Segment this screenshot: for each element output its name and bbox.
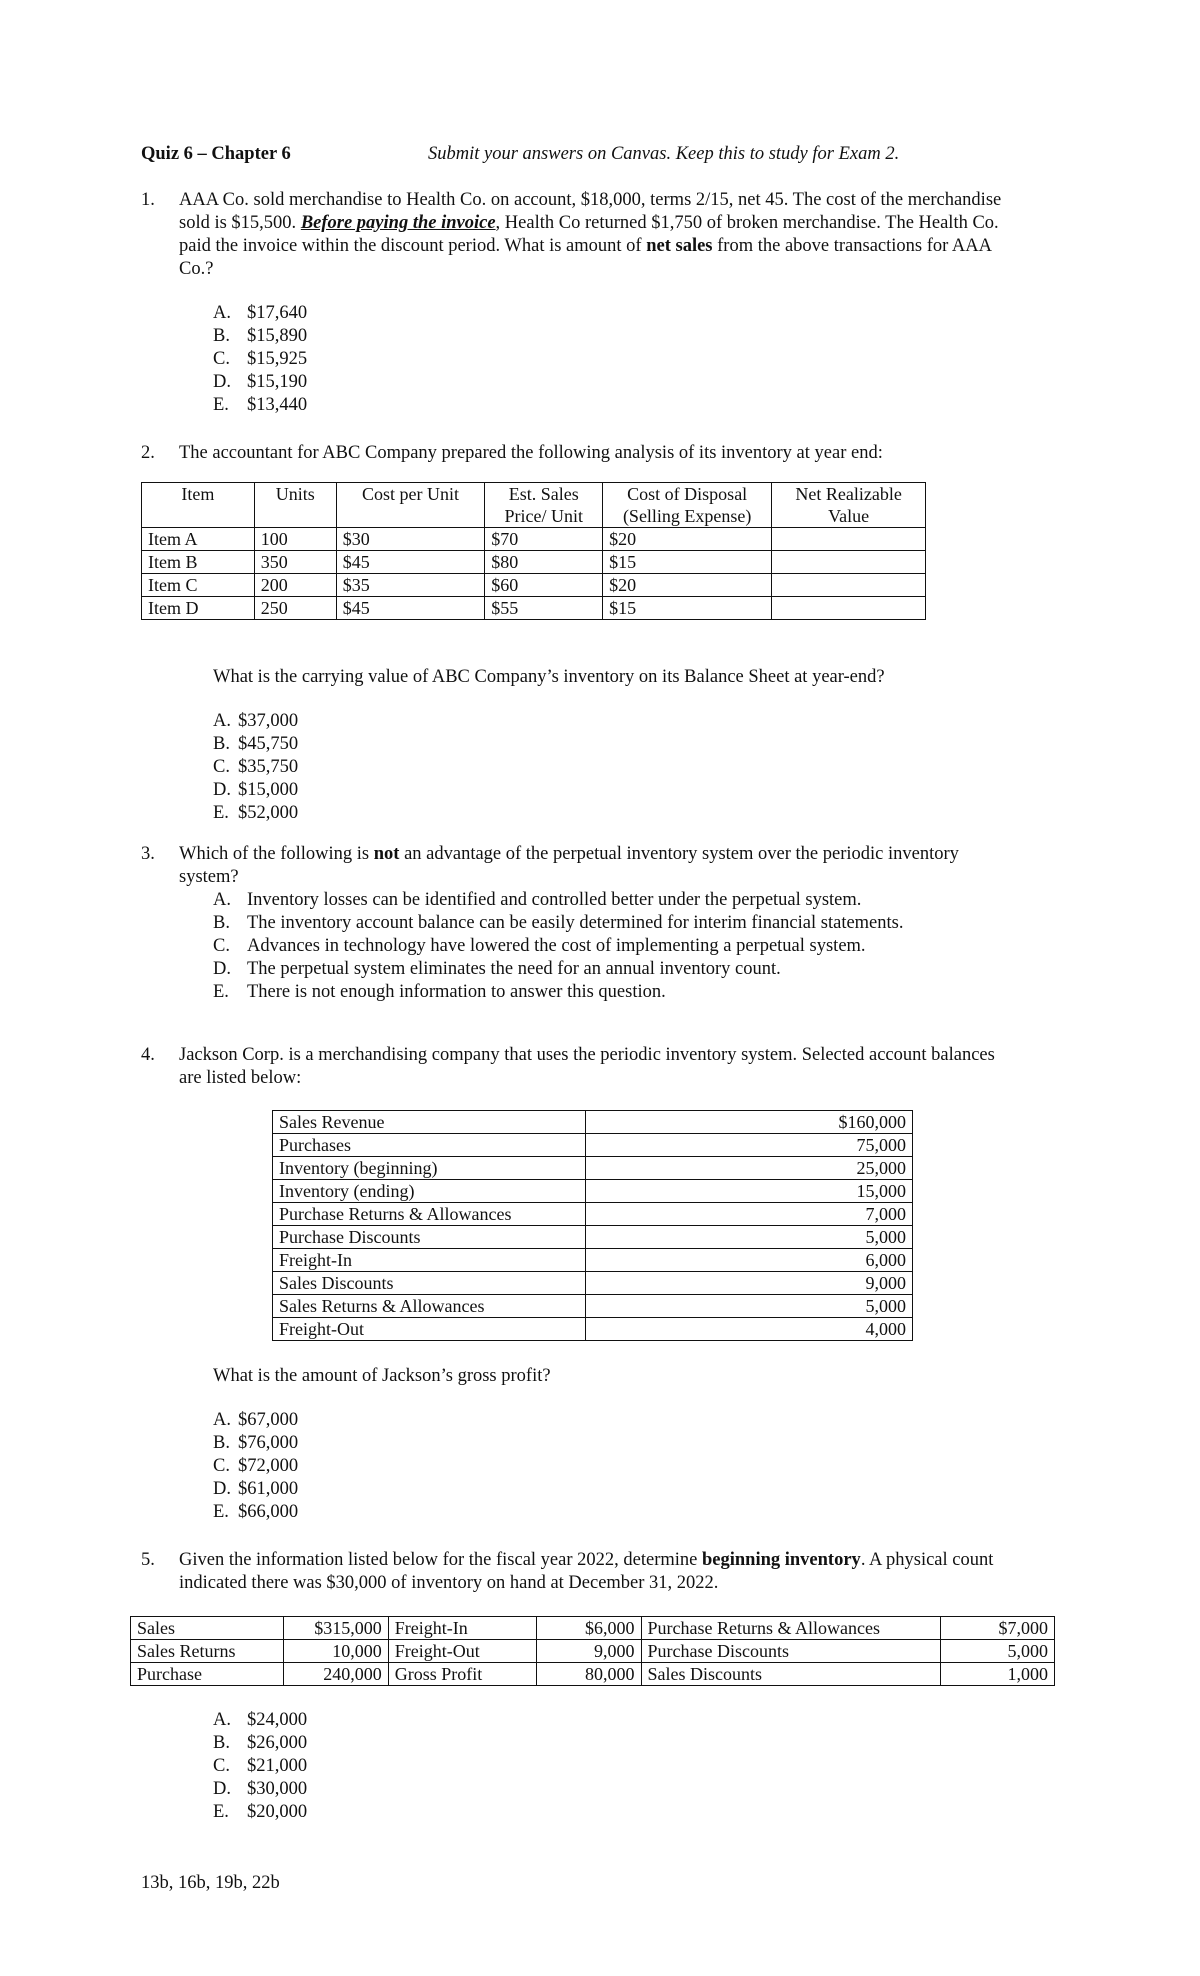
cell-price: $60: [485, 574, 603, 597]
q5-option-e[interactable]: [213, 1801, 307, 1824]
q5-option-b[interactable]: [213, 1732, 307, 1755]
option-text: Advances in technology have lowered the cost of implementing a perpetual system.: [247, 936, 866, 956]
cell-amount: $7,000: [941, 1617, 1055, 1640]
cell-nrv: [772, 574, 926, 597]
q5-option-d[interactable]: [213, 1778, 307, 1801]
q1-line-3-start: paid the invoice within the discount period. What is amount of: [179, 236, 647, 256]
q1-option-b[interactable]: [213, 325, 307, 348]
cell-amount: $6,000: [536, 1617, 641, 1640]
cell-price: $55: [485, 597, 603, 620]
table-row: [273, 1157, 913, 1180]
cell-account: Purchase Returns & Allowances: [273, 1203, 586, 1226]
option-text: There is not enough information to answer this question.: [247, 982, 666, 1002]
cell-units: 100: [254, 528, 336, 551]
q2-option-d[interactable]: [213, 779, 298, 802]
cell-amount: 4,000: [585, 1318, 912, 1341]
cell-amount: $160,000: [585, 1111, 912, 1134]
cell-label: Purchase Discounts: [641, 1640, 941, 1663]
cell-units: 200: [254, 574, 336, 597]
option-text: $76,000: [238, 1433, 299, 1453]
option-text: $45,750: [238, 734, 299, 754]
cell-item: Item D: [142, 597, 255, 620]
table-row: [273, 1180, 913, 1203]
col-header-cost-per-unit: Cost per Unit: [336, 483, 485, 528]
q3-line-2: system?: [179, 867, 239, 887]
cell-amount: 75,000: [585, 1134, 912, 1157]
cell-nrv: [772, 551, 926, 574]
q1-line-2: [179, 212, 1069, 235]
q5-option-c[interactable]: [213, 1755, 307, 1778]
cell-amount: 15,000: [585, 1180, 912, 1203]
option-text: $26,000: [247, 1733, 308, 1753]
option-letter: C.: [213, 936, 230, 956]
q3-option-d[interactable]: [213, 958, 781, 981]
option-letter: D.: [213, 780, 231, 800]
option-text: $15,890: [247, 326, 308, 346]
q1-line-4: Co.?: [179, 259, 214, 279]
option-text: $37,000: [238, 711, 299, 731]
cell-label: Sales Returns: [131, 1640, 284, 1663]
cell-label: Sales Discounts: [641, 1663, 941, 1686]
option-letter: B.: [213, 1433, 230, 1453]
cell-disposal: $15: [603, 597, 772, 620]
option-text: $30,000: [247, 1779, 308, 1799]
table-row: [273, 1318, 913, 1341]
option-text: $66,000: [238, 1502, 299, 1522]
table-row: [273, 1272, 913, 1295]
q2-option-b[interactable]: [213, 733, 298, 756]
q5-line-1: [179, 1549, 1069, 1572]
cell-nrv: [772, 528, 926, 551]
cell-disposal: $20: [603, 574, 772, 597]
q1-line-3-end: from the above transactions for AAA: [712, 236, 992, 256]
option-letter: D.: [213, 372, 231, 392]
question-3-text: [179, 843, 1069, 889]
option-text: $35,750: [238, 757, 299, 777]
cell-account: Purchase Discounts: [273, 1226, 586, 1249]
table-row: [142, 528, 926, 551]
cell-amount: 1,000: [941, 1663, 1055, 1686]
col-header-net-realizable-value: Net Realizable Value: [772, 483, 926, 528]
col-header-est-sales-price: Est. Sales Price/ Unit: [485, 483, 603, 528]
option-letter: E.: [213, 803, 229, 823]
col-header-item: Item: [142, 483, 255, 528]
cell-amount: 240,000: [283, 1663, 388, 1686]
table-row: [142, 597, 926, 620]
option-letter: D.: [213, 1779, 231, 1799]
option-text: $20,000: [247, 1802, 308, 1822]
option-letter: E.: [213, 395, 229, 415]
option-letter: A.: [213, 711, 231, 731]
q3-option-b[interactable]: [213, 912, 903, 935]
cell-amount: 5,000: [585, 1295, 912, 1318]
cell-amount: 9,000: [585, 1272, 912, 1295]
table-row: [273, 1111, 913, 1134]
cell-cost: $30: [336, 528, 485, 551]
cell-units: 350: [254, 551, 336, 574]
cell-cost: $35: [336, 574, 485, 597]
cell-cost: $45: [336, 551, 485, 574]
q4-option-a[interactable]: [213, 1409, 298, 1432]
cell-amount: 6,000: [585, 1249, 912, 1272]
quiz-instructions: Submit your answers on Canvas. Keep this to study for Exam 2.: [428, 144, 900, 164]
question-2-prompt: What is the carrying value of ABC Company’s inventory on its Balance Sheet at year-end?: [213, 667, 885, 687]
cell-amount: 5,000: [585, 1226, 912, 1249]
option-letter: E.: [213, 1802, 229, 1822]
cell-item: Item A: [142, 528, 255, 551]
q4-option-c[interactable]: [213, 1455, 298, 1478]
q1-emphasis-net-sales: net sales: [646, 236, 713, 256]
table-row: [273, 1295, 913, 1318]
q3-option-c[interactable]: [213, 935, 866, 958]
option-text: $15,190: [247, 372, 308, 392]
cell-account: Sales Discounts: [273, 1272, 586, 1295]
cell-label: Purchase Returns & Allowances: [641, 1617, 941, 1640]
option-text: Inventory losses can be identified and controlled better under the perpetual system.: [247, 890, 862, 910]
cell-price: $80: [485, 551, 603, 574]
option-letter: B.: [213, 326, 230, 346]
account-balances-table: [272, 1110, 913, 1341]
option-text: $21,000: [247, 1756, 308, 1776]
question-4-number: 4.: [141, 1045, 155, 1065]
cell-item: Item B: [142, 551, 255, 574]
cell-amount: 7,000: [585, 1203, 912, 1226]
q5-option-a[interactable]: [213, 1709, 307, 1732]
question-2-intro: The accountant for ABC Company prepared the following analysis of its inventory at year end:: [179, 443, 883, 463]
q1-emphasis-before-paying: Before paying the invoice: [300, 213, 496, 233]
col-header-cost-of-disposal: Cost of Disposal (Selling Expense): [603, 483, 772, 528]
table-row: [142, 574, 926, 597]
q3-line-1-end: an advantage of the perpetual inventory system over the periodic inventory: [399, 844, 959, 864]
q1-line-2-start: sold is $15,500.: [179, 213, 301, 233]
q2-option-a[interactable]: [213, 710, 298, 733]
option-text: $13,440: [247, 395, 308, 415]
option-letter: B.: [213, 1733, 230, 1753]
q5-line-2: indicated there was $30,000 of inventory on hand at December 31, 2022.: [179, 1573, 719, 1593]
q4-option-d[interactable]: [213, 1478, 298, 1501]
cell-cost: $45: [336, 597, 485, 620]
cell-label: Freight-Out: [388, 1640, 536, 1663]
option-text: $17,640: [247, 303, 308, 323]
question-1-text: [179, 189, 1069, 281]
option-letter: C.: [213, 1456, 230, 1476]
option-text: $72,000: [238, 1456, 299, 1476]
option-letter: C.: [213, 349, 230, 369]
q2-option-c[interactable]: [213, 756, 298, 779]
cell-nrv: [772, 597, 926, 620]
cell-account: Freight-In: [273, 1249, 586, 1272]
option-text: The inventory account balance can be easily determined for interim financial statements.: [247, 913, 904, 933]
option-letter: A.: [213, 890, 231, 910]
cell-units: 250: [254, 597, 336, 620]
q4-line-1: Jackson Corp. is a merchandising company that uses the periodic inventory system. Selected account balances: [179, 1045, 995, 1065]
cell-label: Freight-In: [388, 1617, 536, 1640]
fiscal-info-table: [130, 1616, 1055, 1686]
option-text: $67,000: [238, 1410, 299, 1430]
table-row: [273, 1134, 913, 1157]
question-3-number: 3.: [141, 844, 155, 864]
cell-amount: 80,000: [536, 1663, 641, 1686]
option-text: $15,000: [238, 780, 299, 800]
q1-option-d[interactable]: [213, 371, 307, 394]
option-letter: E.: [213, 982, 229, 1002]
cell-disposal: $20: [603, 528, 772, 551]
cell-amount: $315,000: [283, 1617, 388, 1640]
option-text: $24,000: [247, 1710, 308, 1730]
cell-account: Sales Returns & Allowances: [273, 1295, 586, 1318]
option-letter: E.: [213, 1502, 229, 1522]
cell-account: Inventory (ending): [273, 1180, 586, 1203]
cell-amount: 9,000: [536, 1640, 641, 1663]
option-text: $15,925: [247, 349, 308, 369]
q1-line-1: AAA Co. sold merchandise to Health Co. on account, $18,000, terms 2/15, net 45. The cost of the merchandise: [179, 190, 1002, 210]
cell-account: Freight-Out: [273, 1318, 586, 1341]
table-row: [131, 1663, 1055, 1686]
q5-line-1-start: Given the information listed below for the fiscal year 2022, determine: [179, 1550, 702, 1570]
option-text: The perpetual system eliminates the need for an annual inventory count.: [247, 959, 781, 979]
cell-amount: 25,000: [585, 1157, 912, 1180]
question-2-number: 2.: [141, 443, 155, 463]
question-1-number: 1.: [141, 190, 155, 210]
q3-option-a[interactable]: [213, 889, 861, 912]
table-row: [273, 1226, 913, 1249]
option-letter: D.: [213, 959, 231, 979]
cell-label: Gross Profit: [388, 1663, 536, 1686]
q1-option-c[interactable]: [213, 348, 307, 371]
option-letter: A.: [213, 1710, 231, 1730]
quiz-title: Quiz 6 – Chapter 6: [141, 144, 291, 164]
cell-amount: 5,000: [941, 1640, 1055, 1663]
col-header-units: Units: [254, 483, 336, 528]
question-4-prompt: What is the amount of Jackson’s gross profit?: [213, 1366, 551, 1386]
cell-account: Inventory (beginning): [273, 1157, 586, 1180]
option-text: $52,000: [238, 803, 299, 823]
cell-amount: 10,000: [283, 1640, 388, 1663]
question-4-text: [179, 1044, 1069, 1090]
table-header-row: [142, 483, 926, 528]
table-row: [131, 1617, 1055, 1640]
cell-label: Purchase: [131, 1663, 284, 1686]
option-text: $61,000: [238, 1479, 299, 1499]
q3-line-1: [179, 843, 1069, 866]
table-row: [131, 1640, 1055, 1663]
cell-disposal: $15: [603, 551, 772, 574]
q3-option-e[interactable]: [213, 981, 666, 1004]
option-letter: B.: [213, 913, 230, 933]
cell-label: Sales: [131, 1617, 284, 1640]
q3-emphasis-not: not: [373, 844, 400, 864]
cell-price: $70: [485, 528, 603, 551]
q4-option-b[interactable]: [213, 1432, 298, 1455]
q1-option-e[interactable]: [213, 394, 307, 417]
q5-emphasis-beginning-inventory: beginning inventory: [701, 1550, 861, 1570]
q1-option-a[interactable]: [213, 302, 307, 325]
table-row: [273, 1203, 913, 1226]
q3-line-1-start: Which of the following is: [179, 844, 374, 864]
cell-item: Item C: [142, 574, 255, 597]
option-letter: C.: [213, 757, 230, 777]
question-5-text: [179, 1549, 1069, 1595]
inventory-analysis-table: [141, 482, 926, 620]
option-letter: A.: [213, 1410, 231, 1430]
option-letter: C.: [213, 1756, 230, 1776]
option-letter: B.: [213, 734, 230, 754]
footer-references: 13b, 16b, 19b, 22b: [141, 1873, 280, 1893]
q2-option-e[interactable]: [213, 802, 298, 825]
option-letter: D.: [213, 1479, 231, 1499]
q1-line-3: [179, 235, 1069, 258]
q4-option-e[interactable]: [213, 1501, 298, 1524]
q1-line-2-end: , Health Co returned $1,750 of broken merchandise. The Health Co.: [495, 213, 999, 233]
cell-account: Purchases: [273, 1134, 586, 1157]
cell-account: Sales Revenue: [273, 1111, 586, 1134]
table-row: [142, 551, 926, 574]
q4-line-2: are listed below:: [179, 1068, 302, 1088]
q5-line-1-end: . A physical count: [860, 1550, 994, 1570]
option-letter: A.: [213, 303, 231, 323]
table-row: [273, 1249, 913, 1272]
question-5-number: 5.: [141, 1550, 155, 1570]
